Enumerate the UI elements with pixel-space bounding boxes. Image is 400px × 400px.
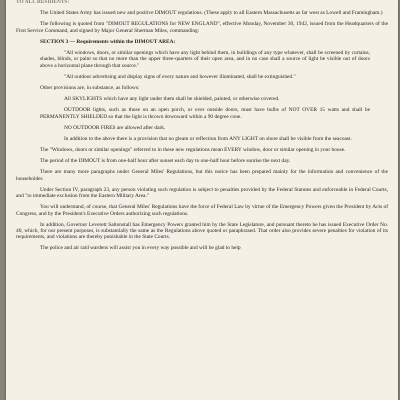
paragraph-penalties: Under Section IV, paragraph 23, any person violating such regulation is subject to penalties provided by the Federal Statutes and enforceable in Federal Courts, and "to immediate exclusion from the Eastern Military Area." xyxy=(16,186,388,200)
document-body xyxy=(16,0,388,257)
paragraph-more-paragraphs: There are many more paragraphs under General Miles' Regulations, but this notice has been prepared mainly for the information and convenience of the householder. xyxy=(16,169,388,182)
paragraph-governor: In addition, Governor Leverett Saltonstall has Emergency Powers granted him by the State Legislature, and pursuant thereto he has issued Executive Order No. 40, which, for our present purposes, is substantially the same as the Regulations above quoted or paraphrased. That order also provides severe penalties for violation of its requirements, and violations are thereby punishable in the State Courts. xyxy=(16,221,388,241)
paragraph-windows-meaning: The "Windows, doors or similar openings" referred to in these new regulations mean EVERY window, door or similar opening in your house. xyxy=(40,146,346,153)
paragraph-closing: The police and air raid wardens will assist you in every way possible and will be glad to help xyxy=(40,245,241,252)
paragraph-outdoor-fires: NO OUTDOOR FIRES are allowed after dark. xyxy=(64,124,166,131)
document-page xyxy=(6,0,398,400)
quote-windows: "All windows, doors, or similar openings which have any light behind them, in buildings of any type whatever, shall be screened by curtains, shades, blinds, or paint so that no more than the upper three-quarters of their open area, and in no case shall a source of light be visible out of doors above a horizontal plane through that source." xyxy=(40,49,370,69)
paragraph-seacoast: In addition to the above there is a provision that no gleam or reflection from ANY LIGHT on shore shall be visible from the seacoast. xyxy=(64,135,352,142)
paragraph-skylights: All SKYLIGHTS which have any light under them shall be shielded, painted, or otherwise covered. xyxy=(64,96,280,103)
paragraph-other-provisions: Other provisions are, in substance, as follows: xyxy=(40,84,140,91)
paragraph-dimout-period: The period of the DIMOUT is from one-half hour after sunset each day to one-half hour before sunrise the next day. xyxy=(40,158,291,165)
top-line: TO ALL RESIDENTS: xyxy=(16,0,70,5)
section-heading: SECTION 3 — Requirements within the DIMOUT AREA: xyxy=(40,38,176,45)
paragraph-outdoor-lights: OUTDOOR lights, such as those on an open porch, or over outside doors, must have bulbs of NOT OVER 15 watts and shall be PERMANENTLY SHIELDED so that the light is thrown downward within a 90 degree cone. xyxy=(40,107,370,120)
quote-signs: "All outdoor advertising and display signs of every nature and however illuminated, shall be extinguished." xyxy=(64,73,296,80)
paragraph-federal-law: You will understand, of course, that General Miles' Regulations have the force of Federal Law by virtue of the Emergency Powers given the President by Acts of Congress, and by the President's Executive Orders authorizing such regulations. xyxy=(16,204,388,217)
paragraph-intro: The United States Army has issued new and positive DIMOUT regulations. (These apply to all Eastern Massachusetts as far west as Lowell and Framingham.) xyxy=(40,10,383,17)
paragraph-quoted-source: The following is quoted from "DIMOUT REGULATIONS for NEW ENGLAND", effective Monday, November 30, 1942, issued from the Headquarters of the First Service Command, and signed by Major General Sherman Miles, commanding: xyxy=(16,21,388,34)
